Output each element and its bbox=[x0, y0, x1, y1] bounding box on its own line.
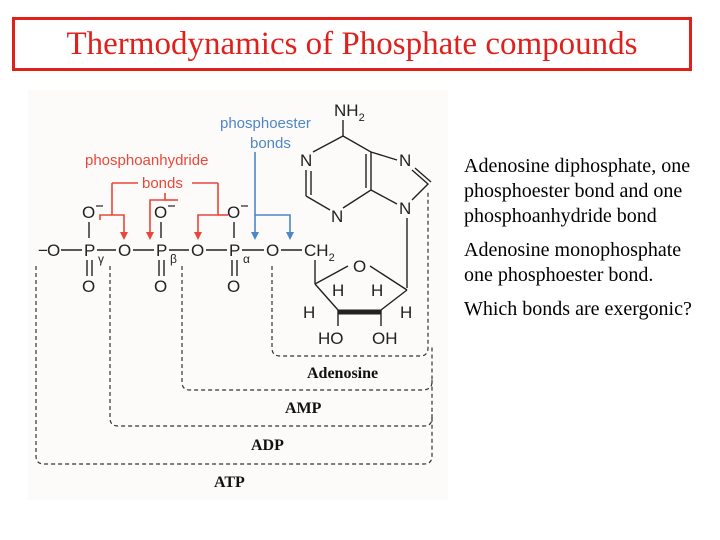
o-bridge-1: O bbox=[118, 241, 132, 260]
o-bridge-2: O bbox=[191, 241, 205, 260]
n1: N bbox=[300, 151, 313, 170]
ch2: $CH_2$ bbox=[304, 241, 335, 264]
phosphoester-bonds-label: bonds bbox=[250, 135, 291, 152]
phosphoester-label: phosphoester bbox=[220, 115, 311, 132]
o-ester: O bbox=[266, 241, 280, 260]
phosphoanhydride-label: phosphoanhydride bbox=[85, 152, 209, 169]
adenosine-label: Adenosine bbox=[307, 365, 379, 382]
h-c4-down: H bbox=[303, 303, 316, 322]
exergonic-question: Which bonds are exergonic? bbox=[464, 298, 692, 320]
ho-group: HO bbox=[318, 329, 344, 348]
h-c1-down: H bbox=[400, 303, 413, 322]
atp-label: ATP bbox=[214, 474, 245, 491]
h-c1: H bbox=[371, 281, 384, 300]
page-title: Thermodynamics of Phosphate compounds bbox=[66, 25, 638, 62]
p-alpha: P bbox=[229, 241, 241, 260]
n3: N bbox=[331, 207, 344, 226]
o-minus-alpha: O bbox=[227, 203, 241, 222]
amp-label: AMP bbox=[285, 400, 322, 417]
o-minus-gamma: O bbox=[82, 203, 96, 222]
n7: N bbox=[399, 151, 412, 170]
ring-oxygen: O bbox=[353, 257, 367, 276]
o-terminal: O bbox=[47, 241, 61, 260]
h-c4: H bbox=[332, 281, 345, 300]
atp-structure-figure bbox=[0, 80, 460, 510]
phosphoanhydride-bonds-label: bonds bbox=[142, 175, 183, 192]
alpha-label: α bbox=[243, 252, 250, 266]
p-gamma: P bbox=[84, 241, 96, 260]
p-beta: P bbox=[156, 241, 168, 260]
oh-group: OH bbox=[372, 329, 398, 348]
amp-description: Adenosine monophosphate one phosphoester bond. bbox=[464, 239, 682, 286]
text-panel bbox=[464, 154, 714, 331]
title-box bbox=[12, 17, 692, 71]
atp-structure-diagram bbox=[0, 80, 460, 510]
gamma-label: γ bbox=[98, 252, 104, 266]
o-double-beta: O bbox=[154, 277, 168, 296]
adp-description: Adenosine diphosphate, one phosphoester bond and one phosphoanhydride bond bbox=[464, 155, 691, 227]
adp-label: ADP bbox=[251, 437, 284, 454]
o-double-gamma: O bbox=[82, 277, 96, 296]
o-double-alpha: O bbox=[227, 277, 241, 296]
n9: N bbox=[399, 199, 412, 218]
nh2: $NH_2$ bbox=[334, 101, 365, 124]
beta-label: β bbox=[170, 252, 177, 266]
terminal-charge: − bbox=[38, 241, 48, 260]
o-minus-beta: O bbox=[154, 203, 168, 222]
